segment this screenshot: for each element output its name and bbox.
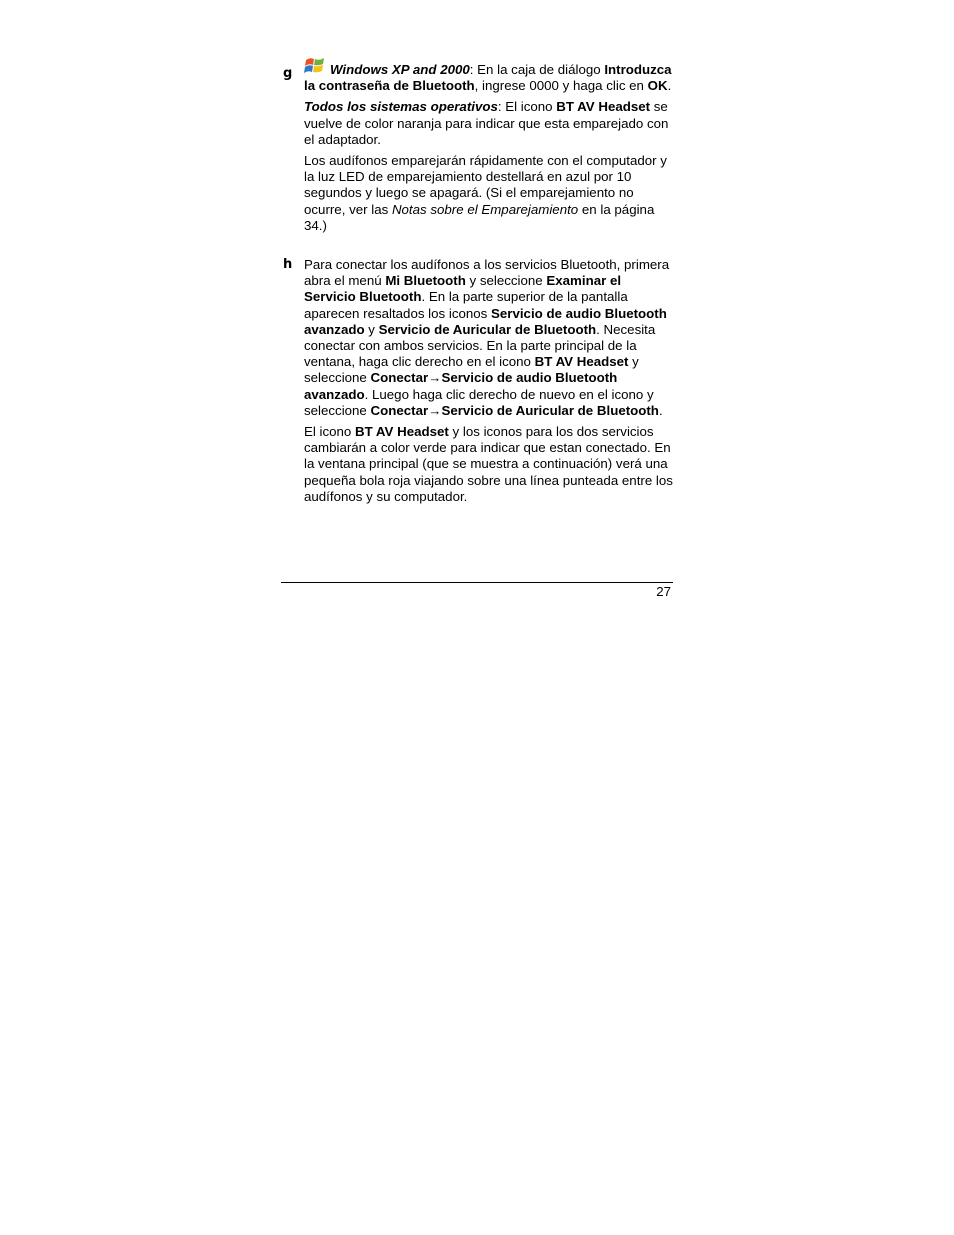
menu-name: Mi Bluetooth bbox=[385, 273, 466, 289]
icon-name: BT AV Headset bbox=[556, 99, 651, 115]
icon-name: BT AV Headset bbox=[534, 354, 629, 370]
text: , ingrese 0000 y haga clic en bbox=[474, 78, 648, 94]
step-g bbox=[283, 56, 673, 239]
step-g-body bbox=[304, 56, 673, 234]
paragraph-pairing bbox=[304, 153, 673, 234]
text: . bbox=[667, 78, 672, 94]
os-name: Windows XP and 2000 bbox=[330, 62, 470, 77]
footer-rule bbox=[281, 582, 673, 583]
text: en la página 34.) bbox=[304, 201, 655, 233]
text: se vuelve de color naranja para indicar que esta emparejado con el adaptador. bbox=[304, 99, 669, 147]
text: y los iconos para los dos servicios cambiarán a color verde para indicar que estan conectado. En la ventana principal (que se muestra a continuación) verá una pequeña bola roja viajando sobre una línea punteada entre los audífonos y su computador. bbox=[304, 424, 673, 504]
text: El icono bbox=[304, 424, 355, 440]
explore-command: Examinar el Servicio Bluetooth bbox=[304, 273, 622, 305]
step-h bbox=[283, 257, 673, 510]
page-number: 27 bbox=[656, 584, 671, 599]
service-headset: Servicio de Auricular de Bluetooth bbox=[378, 321, 597, 337]
text: . En la parte superior de la pantalla aparecen resaltados los iconos bbox=[304, 289, 628, 321]
connect-headset-command: Conectar→Servicio de Auricular de Bluetooth bbox=[370, 402, 659, 418]
cross-reference: Notas sobre el Emparejamiento bbox=[391, 201, 579, 217]
text: y seleccione bbox=[304, 354, 639, 386]
step-marker-g: g bbox=[283, 66, 293, 81]
text: y seleccione bbox=[465, 273, 547, 289]
text: Para conectar los audífonos a los servicios Bluetooth, primera abra el menú bbox=[304, 257, 670, 289]
text: y bbox=[364, 321, 379, 337]
windows-logo-icon bbox=[304, 56, 326, 76]
paragraph-connected bbox=[304, 424, 673, 505]
connect-audio-command: Conectar→Servicio de audio Bluetooth avanzado bbox=[304, 370, 618, 402]
step-h-body bbox=[304, 257, 673, 505]
paragraph-connect bbox=[304, 257, 673, 419]
step-marker-h: h bbox=[283, 257, 293, 272]
paragraph-all-os bbox=[304, 99, 673, 148]
text: Los audífonos emparejarán rápidamente con el computador y la luz LED de emparejamiento destellará en azul por 10 segundos y luego se apagará. (Si el emparejamiento no ocurre, ver las bbox=[304, 153, 667, 217]
text: . Luego haga clic derecho de nuevo en el icono y seleccione bbox=[304, 386, 654, 418]
text: : En la caja de diálogo bbox=[469, 62, 605, 77]
text: . Necesita conectar con ambos servicios. En la parte principal de la ventana, haga clic derecho en el icono bbox=[304, 321, 656, 370]
service-audio: Servicio de audio Bluetooth avanzado bbox=[304, 305, 667, 337]
paragraph-windows bbox=[304, 56, 673, 94]
text: : El icono bbox=[497, 99, 557, 115]
dialog-name: Introduzca la contraseña de Bluetooth bbox=[304, 62, 672, 94]
text: . bbox=[658, 402, 663, 418]
icon-name: BT AV Headset bbox=[355, 424, 449, 440]
ok-label: OK bbox=[647, 78, 668, 94]
all-os-label: Todos los sistemas operativos bbox=[304, 99, 498, 115]
